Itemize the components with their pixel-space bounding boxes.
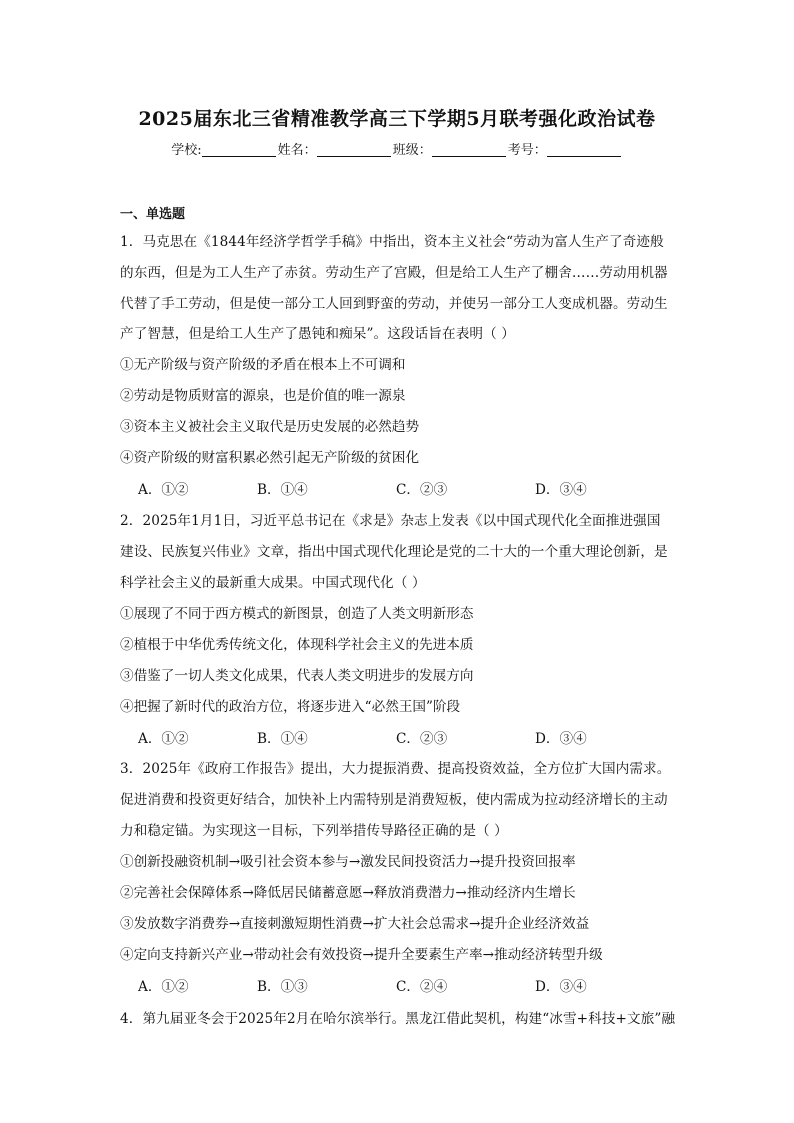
name-blank[interactable] <box>317 142 391 157</box>
question-2-item-3: ③借鉴了一切人类文化成果，代表人类文明进步的发展方向 <box>120 668 474 684</box>
question-1-line-4: 产了智慧，但是给工人生产了愚钝和痴呆”。这段话旨在表明（ ） <box>120 326 515 342</box>
question-3-option-d[interactable]: D．③④ <box>535 979 587 995</box>
question-1-item-3: ③资本主义被社会主义取代是历史发展的必然趋势 <box>120 419 420 435</box>
school-label: 学校: <box>171 143 202 158</box>
question-3-option-a[interactable]: A．①② <box>138 979 189 995</box>
question-2-line-3: 科学社会主义的最新重大成果。中国式现代化（ ） <box>120 575 426 591</box>
question-3-item-2: ②完善社会保障体系→降低居民储蓄意愿→释放消费潜力→推动经济内生增长 <box>120 885 576 901</box>
question-4-line-1: 4．第九届亚冬会于2025年2月在哈尔滨举行。黑龙江借此契机，构建“冰雪+科技+文旅”融 <box>120 1011 676 1027</box>
question-1-line-2: 的东西，但是为工人生产了赤贫。劳动生产了宫殿，但是给工人生产了棚舍……劳动用机器 <box>120 265 668 281</box>
question-1-item-2: ②劳动是物质财富的源泉，也是价值的唯一源泉 <box>120 388 406 404</box>
question-3-item-3: ③发放数字消费券→直接刺激短期性消费→扩大社会总需求→提升企业经济效益 <box>120 916 590 932</box>
question-2-option-b[interactable]: B．①④ <box>257 731 308 747</box>
question-2-item-4: ④把握了新时代的政治方位，将逐步进入“必然王国”阶段 <box>120 699 461 715</box>
question-3-option-b[interactable]: B．①③ <box>257 979 308 995</box>
class-label: 班级： <box>392 143 432 158</box>
question-1-option-a[interactable]: A．①② <box>138 482 189 498</box>
question-1-option-c[interactable]: C．②③ <box>396 482 448 498</box>
question-1-line-1: 1．马克思在《1844年经济学哲学手稿》中指出，资本主义社会“劳动为富人生产了奇迹般 <box>120 234 664 250</box>
question-3-item-4: ④定向支持新兴产业→带动社会有效投资→提升全要素生产率→推动经济转型升级 <box>120 947 603 963</box>
question-1-line-3: 代替了手工劳动，但是使一部分工人回到野蛮的劳动，并使另一部分工人变成机器。劳动生 <box>120 296 668 312</box>
question-1-option-d[interactable]: D．③④ <box>535 482 587 498</box>
student-info-row <box>0 139 794 158</box>
question-3-item-1: ①创新投融资机制→吸引社会资本参与→激发民间投资活力→提升投资回报率 <box>120 854 576 870</box>
question-2-option-d[interactable]: D．③④ <box>535 731 587 747</box>
question-1-item-1: ①无产阶级与资产阶级的矛盾在根本上不可调和 <box>120 357 406 373</box>
class-blank[interactable] <box>432 142 506 157</box>
question-3-option-c[interactable]: C．②④ <box>396 979 448 995</box>
question-1-item-4: ④资产阶级的财富积累必然引起无产阶级的贫困化 <box>120 450 420 466</box>
school-blank[interactable] <box>202 142 276 157</box>
question-2-line-1: 2．2025年1月1日，习近平总书记在《求是》杂志上发表《以中国式现代化全面推进强国 <box>120 513 661 529</box>
question-2-item-2: ②植根于中华优秀传统文化，体现科学社会主义的先进本质 <box>120 637 474 653</box>
number-blank[interactable] <box>547 142 621 157</box>
number-label: 考号： <box>507 143 547 158</box>
question-3-line-2: 促进消费和投资更好结合，加快补上内需特别是消费短板，使内需成为拉动经济增长的主动 <box>120 792 668 808</box>
question-3-line-1: 3．2025年《政府工作报告》提出，大力提振消费、提高投资效益，全方位扩大国内需求。 <box>120 761 671 777</box>
section-heading: 一、单选题 <box>120 207 186 222</box>
question-2-option-a[interactable]: A．①② <box>138 731 189 747</box>
question-2-item-1: ①展现了不同于西方模式的新图景，创造了人类文明新形态 <box>120 606 474 622</box>
question-3-line-3: 力和稳定锚。为实现这一目标，下列举措传导路径正确的是（ ） <box>120 823 508 839</box>
name-label: 姓名： <box>277 143 317 158</box>
question-1-option-b[interactable]: B．①④ <box>257 482 308 498</box>
question-2-line-2: 建设、民族复兴伟业》文章，指出中国式现代化理论是党的二十大的一个重大理论创新，是 <box>120 544 668 560</box>
question-2-option-c[interactable]: C．②③ <box>396 731 448 747</box>
exam-title: 2025届东北三省精准教学高三下学期5月联考强化政治试卷 <box>138 108 656 130</box>
